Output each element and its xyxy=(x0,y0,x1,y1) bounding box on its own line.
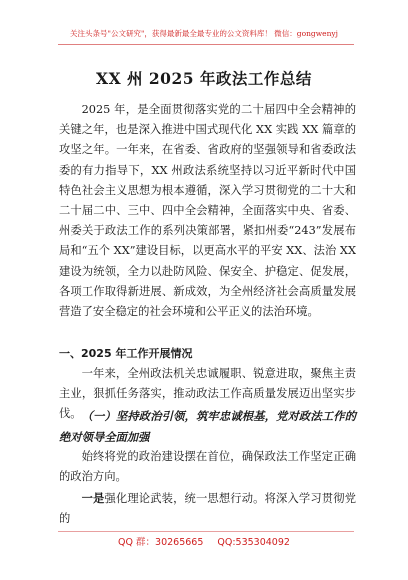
section-paragraph: 一年来，全州政法机关忠诚履职、锐意进取，聚焦主责主业，狠抓任务落实，推动政法工作高质量发展迈出坚实步伐。 xyxy=(59,367,356,421)
point-paragraph xyxy=(59,488,356,529)
document-title: XX 州 2025 年政法工作总结 xyxy=(96,69,312,88)
footer-divider xyxy=(58,531,354,532)
subsection-heading: （一）坚持政治引领，筑牢忠诚根基，党对政法工作的绝对领导全面加强 xyxy=(59,409,356,444)
section-heading: 一、2025 年工作开展情况 xyxy=(59,347,193,360)
header-banner: 关注头条号"公文研究"，获得最新最全最专业的公文资料库！ 微信：gongwenyj xyxy=(70,29,338,38)
header-divider xyxy=(58,44,354,45)
point-lead: 一是 xyxy=(81,491,105,505)
intro-paragraph: 2025 年，是全面贯彻落实党的二十届四中全会精神的关键之年，也是深入推进中国式现代化 XX 实践 XX 篇章的攻坚之年。一年来，在省委、省政府的坚强领导和省委政法委的有力指导下，XX 州政法系统坚持以习近平新时代中国特色社会主义思想为根本遵循，深入学习贯彻党的二十大和二十届二中、三中、四中全会精神，全面落实中央、省委、州委关于政法工作的系列决策部署，紧扣州委“243”发展布局和“五个 XX”建设目标，以更高水平的平安 XX、法治 XX 建设为统领，全力以赴防风险、保安全、护稳定、促发展，各项工作取得新进展、新成效，为全州经济社会高质量发展营造了安全稳定的社会环境和公平正义的法治环境。 xyxy=(59,103,356,319)
subsection-paragraph: 始终将党的政治建设摆在首位，确保政法工作坚定正确的政治方向。 xyxy=(59,450,356,484)
footer-qq-group: QQ 群：30265665 xyxy=(118,537,204,548)
footer-qq: QQ:535304092 xyxy=(217,537,290,548)
footer xyxy=(0,534,408,548)
point-text: 强化理论武装，统一思想行动。将深入学习贯彻党的 xyxy=(59,492,356,526)
